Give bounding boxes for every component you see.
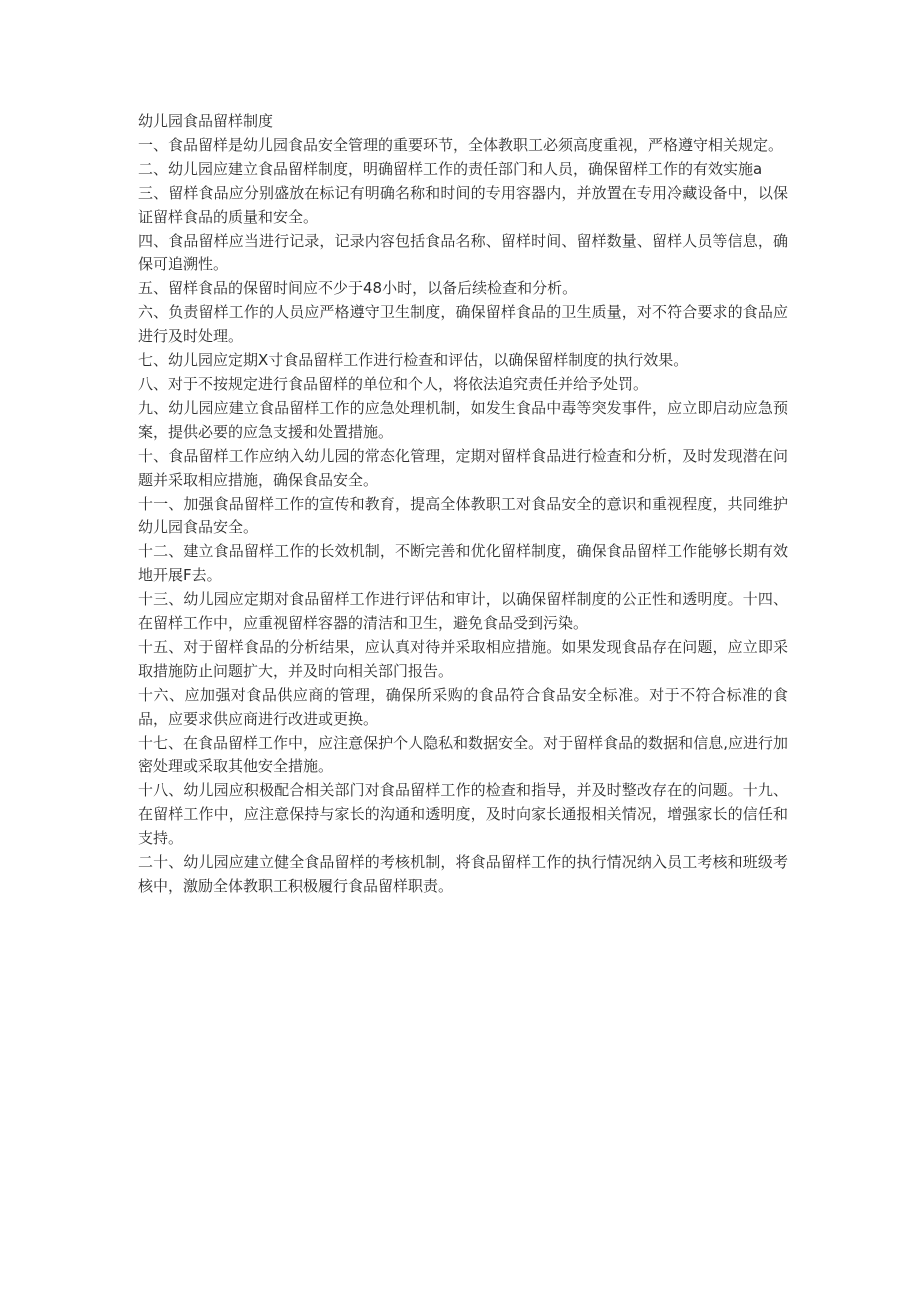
document-body xyxy=(138,110,788,899)
paragraph-5: 五、留样食品的保留时间应不少于48小时，以备后续检查和分析。 xyxy=(138,279,578,298)
paragraph-17: 十七、在食品留样工作中，应注意保护个人隐私和数据安全。对于留样食品的数据和信息,应进行加密处理或采取其他安全措施。 xyxy=(138,733,788,776)
paragraph-9: 九、幼儿园应建立食品留样工作的应急处理机制，如发生食品中毒等突发事件，应立即启动应急预案，提供必要的应急支援和处置措施。 xyxy=(138,398,788,441)
paragraph-7: 七、幼儿园应定期X寸食品留样工作进行检查和评估，以确保留样制度的执行效果。 xyxy=(138,351,689,370)
paragraph-2: 二、幼儿园应建立食品留样制度，明确留样工作的责任部门和人员，确保留样工作的有效实施a xyxy=(138,159,763,178)
paragraph-3: 三、留样食品应分别盛放在标记有明确名称和时间的专用容器内，并放置在专用冷藏设备中，以保证留样食品的质量和安全。 xyxy=(138,183,788,226)
paragraph-16: 十六、应加强对食品供应商的管理，确保所采购的食品符合食品安全标准。对于不符合标准的食品，应要求供应商进行改进或更换。 xyxy=(138,685,788,728)
paragraph-6: 六、负责留样工作的人员应严格遵守卫生制度，确保留样食品的卫生质量，对不符合要求的食品应进行及时处理。 xyxy=(138,303,788,346)
paragraph-18: 十八、幼儿园应积极配合相关部门对食品留样工作的检查和指导，并及时整改存在的问题。十九、在留样工作中，应注意保持与家长的沟通和透明度，及时向家长通报相关情况，增强家长的信任和支持。 xyxy=(138,781,788,848)
paragraph-13: 十三、幼儿园应定期对食品留样工作进行评估和审计，以确保留样制度的公正性和透明度。十四、在留样工作中，应重视留样容器的清洁和卫生，避免食品受到污染。 xyxy=(138,590,788,633)
document-title: 幼儿园食品留样制度 xyxy=(138,112,274,130)
paragraph-12: 十二、建立食品留样工作的长效机制，不断完善和优化留样制度，确保食品留样工作能够长期有效地开展F去。 xyxy=(138,542,788,585)
paragraph-20: 二十、幼儿园应建立健全食品留样的考核机制，将食品留样工作的执行情况纳入员工考核和班级考核中，激励全体教职工积极履行食品留样职责。 xyxy=(138,853,788,895)
paragraph-8: 八、对于不按规定进行食品留样的单位和个人，将依法追究责任并给予处罚。 xyxy=(138,374,649,393)
paragraph-1: 一、食品留样是幼儿园食品安全管理的重要环节，全体教职工必须高度重视，严格遵守相关规定。 xyxy=(138,135,784,154)
paragraph-11: 十一、加强食品留样工作的宣传和教育，提高全体教职工对食品安全的意识和重视程度，共同维护幼儿园食品安全。 xyxy=(138,494,788,537)
paragraph-4: 四、食品留样应当进行记录，记录内容包括食品名称、留样时间、留样数量、留样人员等信息，确保可追溯性。 xyxy=(138,231,788,274)
paragraph-10: 十、食品留样工作应纳入幼儿园的常态化管理，定期对留样食品进行检查和分析，及时发现潜在问题并采取相应措施，确保食品安全。 xyxy=(138,446,788,489)
paragraph-15: 十五、对于留样食品的分析结果，应认真对待并采取相应措施。如果发现食品存在问题，应立即采取措施防止问题扩大，并及时向相关部门报告。 xyxy=(138,637,788,680)
